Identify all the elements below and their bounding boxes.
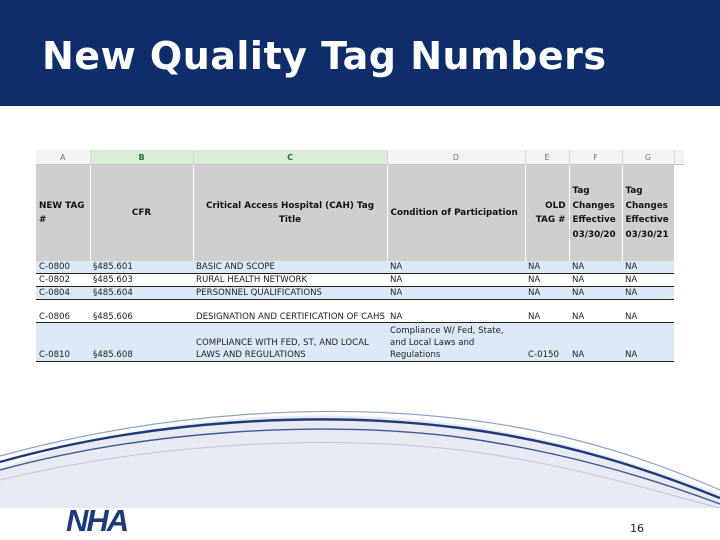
table-row xyxy=(36,274,684,287)
gutter xyxy=(674,300,684,323)
header-new-tag: NEW TAG # xyxy=(36,165,90,262)
page-number: 16 xyxy=(630,522,644,535)
cell-old-tag: NA xyxy=(525,261,569,274)
spreadsheet-screenshot xyxy=(36,150,684,366)
cell-changes-2021: NA xyxy=(622,274,674,287)
column-letter: D xyxy=(387,150,525,165)
header-row xyxy=(36,165,684,262)
cell-changes-2021: NA xyxy=(622,287,674,300)
decorative-swoosh xyxy=(0,398,720,508)
gutter xyxy=(674,150,684,165)
gutter xyxy=(674,287,684,300)
nha-logo xyxy=(66,504,128,534)
header-tag-title: Critical Access Hospital (CAH) Tag Title xyxy=(193,165,387,262)
cell-cfr: §485.604 xyxy=(90,287,193,300)
gutter xyxy=(674,323,684,362)
column-letter: E xyxy=(525,150,569,165)
header-changes-2021: Tag Changes Effective 03/30/21 xyxy=(622,165,674,262)
cell-new-tag: C-0802 xyxy=(36,274,90,287)
cell-tag-title: BASIC AND SCOPE xyxy=(193,261,387,274)
cell-changes-2020: NA xyxy=(569,300,622,323)
header-condition: Condition of Participation xyxy=(387,165,525,262)
column-letter: G xyxy=(622,150,674,165)
cell-condition: NA xyxy=(387,300,525,323)
table-row xyxy=(36,300,684,323)
cell-old-tag: C-0150 xyxy=(525,323,569,362)
cell-changes-2021: NA xyxy=(622,261,674,274)
cell-changes-2021: NA xyxy=(622,323,674,362)
slide-title: New Quality Tag Numbers xyxy=(42,34,607,78)
header-old-tag: OLD TAG # xyxy=(525,165,569,262)
gutter xyxy=(674,274,684,287)
cell-condition: NA xyxy=(387,287,525,300)
column-letter: F xyxy=(569,150,622,165)
cell-old-tag: NA xyxy=(525,300,569,323)
cell-cfr: §485.606 xyxy=(90,300,193,323)
column-letter-row xyxy=(36,150,684,165)
tag-table xyxy=(36,150,684,362)
gutter xyxy=(674,261,684,274)
column-letter: B xyxy=(90,150,193,165)
svg-text:NHA: NHA xyxy=(66,504,128,534)
cell-new-tag: C-0806 xyxy=(36,300,90,323)
cell-tag-title: PERSONNEL QUALIFICATIONS xyxy=(193,287,387,300)
cell-tag-title: RURAL HEALTH NETWORK xyxy=(193,274,387,287)
cell-changes-2020: NA xyxy=(569,261,622,274)
cell-condition: NA xyxy=(387,274,525,287)
title-bar xyxy=(0,0,720,106)
cell-tag-title: DESIGNATION AND CERTIFICATION OF CAHS xyxy=(193,300,387,323)
cell-old-tag: NA xyxy=(525,287,569,300)
cell-changes-2020: NA xyxy=(569,287,622,300)
cell-cfr: §485.603 xyxy=(90,274,193,287)
cell-condition: Compliance W/ Fed, State, and Local Laws and Regulations xyxy=(387,323,525,362)
cell-new-tag: C-0800 xyxy=(36,261,90,274)
cell-condition: NA xyxy=(387,261,525,274)
table-row xyxy=(36,323,684,362)
cell-tag-title: COMPLIANCE WITH FED, ST, AND LOCAL LAWS AND REGULATIONS xyxy=(193,323,387,362)
header-changes-2020: Tag Changes Effective 03/30/20 xyxy=(569,165,622,262)
cell-changes-2020: NA xyxy=(569,323,622,362)
table-row xyxy=(36,261,684,274)
cell-changes-2020: NA xyxy=(569,274,622,287)
cell-cfr: §485.608 xyxy=(90,323,193,362)
column-letter: C xyxy=(193,150,387,165)
cell-old-tag: NA xyxy=(525,274,569,287)
cell-cfr: §485.601 xyxy=(90,261,193,274)
header-cfr: CFR xyxy=(90,165,193,262)
gutter xyxy=(674,165,684,262)
column-letter: A xyxy=(36,150,90,165)
cell-changes-2021: NA xyxy=(622,300,674,323)
cell-new-tag: C-0804 xyxy=(36,287,90,300)
cell-new-tag: C-0810 xyxy=(36,323,90,362)
table-row xyxy=(36,287,684,300)
